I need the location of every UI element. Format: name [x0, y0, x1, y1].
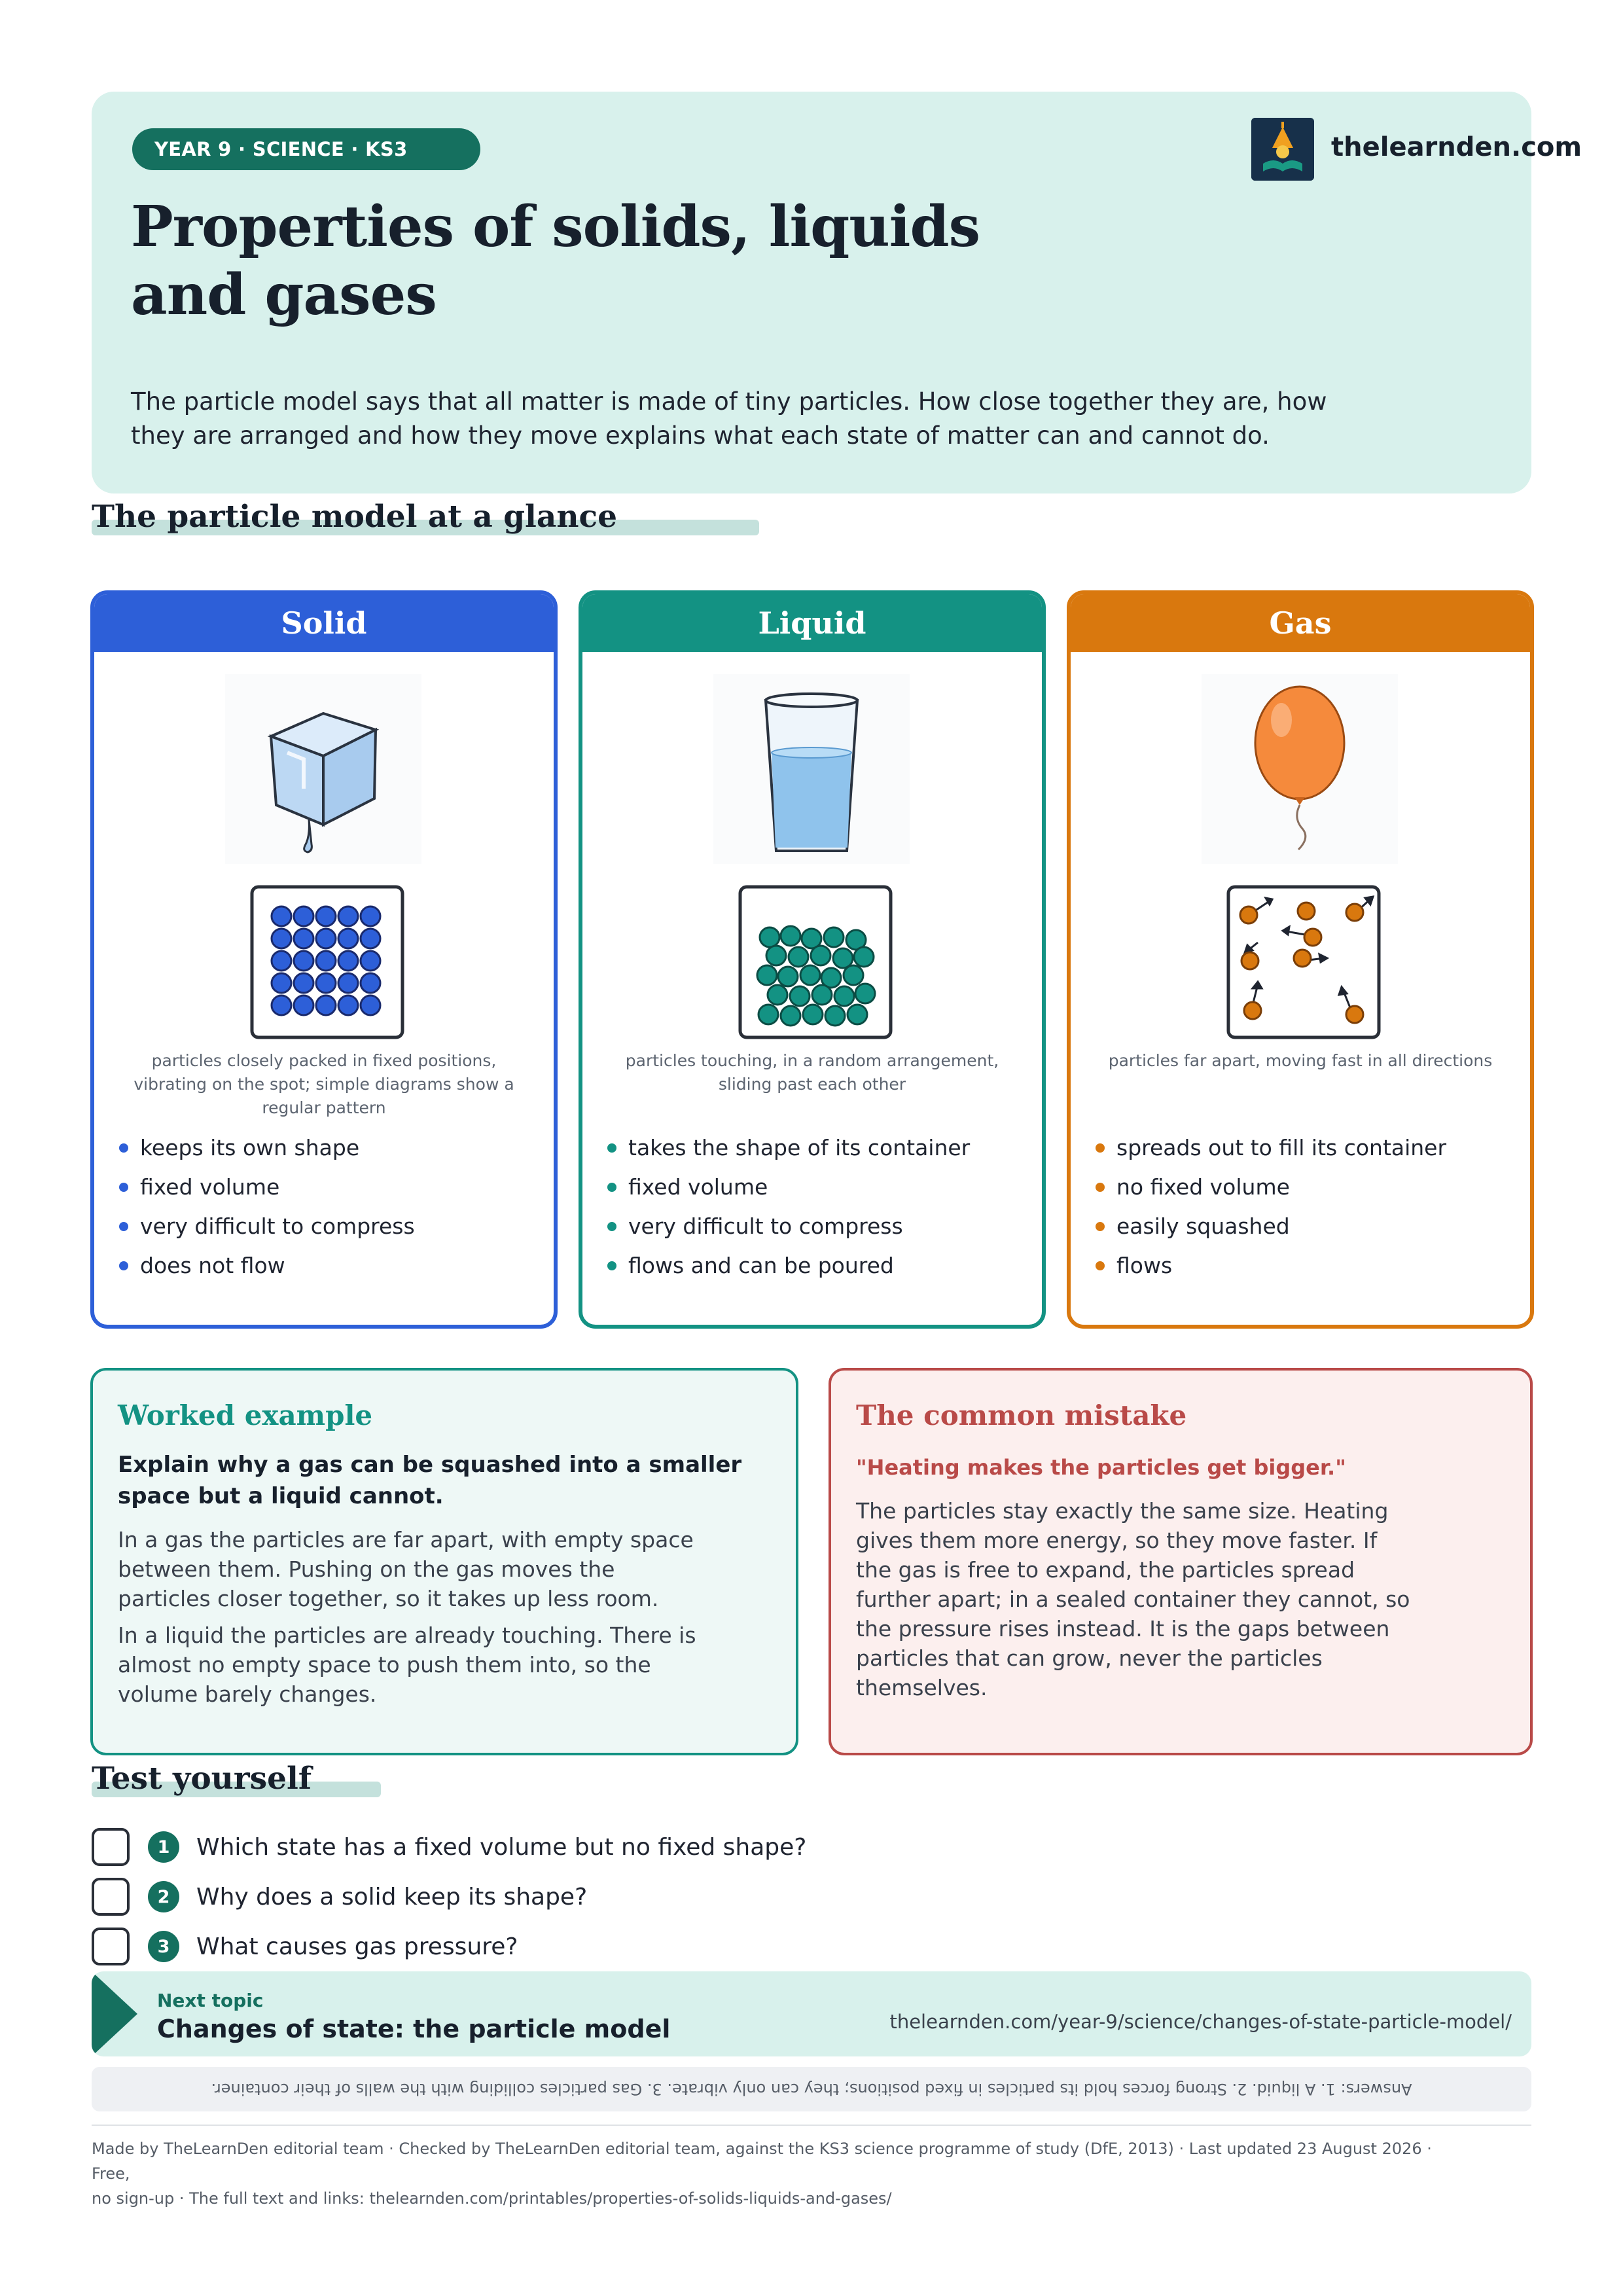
card-caption: particles touching, in a random arrangement, sliding past each other [625, 1051, 999, 1094]
properties-list [1096, 1128, 1446, 1285]
brand-logo[interactable] [1251, 118, 1314, 181]
bullet-dot [119, 1183, 128, 1192]
answers-strip [92, 2067, 1531, 2111]
title-line-2: and gases [131, 262, 437, 328]
worked-example-question: Explain why a gas can be squashed into a smaller space but a liquid cannot. [118, 1452, 742, 1509]
card-caption: particles closely packed in fixed positions, vibrating on the spot; simple diagrams show a regular pattern [134, 1051, 514, 1117]
list-item [1096, 1246, 1446, 1285]
question-text: Which state has a fixed volume but no fixed shape? [196, 1833, 807, 1861]
footer-line-2: no sign-up · The full text and links: thelearnden.com/printables/properties-of-solids-liquids-and-gases/ [92, 2189, 892, 2208]
section-heading-test: Test yourself [92, 1761, 312, 1797]
list-item [119, 1168, 415, 1207]
property-text: very difficult to compress [628, 1213, 903, 1239]
property-text: keeps its own shape [140, 1135, 360, 1160]
footer-divider [92, 2125, 1531, 2126]
quiz-question-1 [92, 1826, 806, 1868]
bullet-dot [1096, 1183, 1105, 1192]
liquid-particle-diagram [738, 885, 893, 1039]
answers-text: Answers: 1. A liquid. 2. Strong forces hold its particles in fixed positions; they can only vibrate. 3. Gas particles colliding with the walls of their container. [211, 2080, 1412, 2098]
brand-name[interactable]: thelearnden.com [1331, 132, 1582, 162]
question-text: Why does a solid keep its shape? [196, 1883, 588, 1910]
list-item [607, 1168, 970, 1207]
title-line-1: Properties of solids, liquids [131, 194, 980, 260]
card-gas [1067, 590, 1534, 1329]
card-title: Solid [94, 594, 554, 652]
page-title [131, 193, 1113, 329]
list-item [119, 1128, 415, 1168]
property-text: flows and can be poured [628, 1253, 894, 1278]
answer-checkbox[interactable] [92, 1878, 130, 1916]
footer-line-1: Made by TheLearnDen editorial team · Checked by TheLearnDen editorial team, against the KS3 science programme of study (DfE, 2013) · Last updated 23 August 2026 · Free, [92, 2140, 1432, 2183]
balloon-icon [1202, 674, 1398, 864]
question-text: What causes gas pressure? [196, 1933, 518, 1960]
worked-example-box [90, 1368, 798, 1755]
common-mistake-body: The particles stay exactly the same size. Heating gives them more energy, so they move faster. If the gas is free to expand, the particles spread further apart; in a sealed container they cannot, so the pressure rises instead. It is the gaps between particles that can grow, never the particles themselves. [856, 1498, 1410, 1700]
common-mistake-box [829, 1368, 1533, 1755]
worked-example-title: Worked example [118, 1399, 373, 1431]
property-text: easily squashed [1116, 1213, 1290, 1239]
bullet-dot [1096, 1222, 1105, 1231]
property-text: takes the shape of its container [628, 1135, 971, 1160]
list-item [607, 1207, 970, 1246]
property-text: no fixed volume [1116, 1174, 1290, 1200]
card-caption: particles far apart, moving fast in all directions [1108, 1051, 1493, 1070]
property-text: spreads out to fill its container [1116, 1135, 1447, 1160]
list-item [1096, 1168, 1446, 1207]
worked-example-paragraph-2: In a liquid the particles are already touching. There is almost no empty space to push them into, so the volume barely changes. [118, 1623, 696, 1707]
property-text: flows [1116, 1253, 1173, 1278]
bullet-dot [119, 1222, 128, 1231]
card-title: Gas [1071, 594, 1530, 652]
header-panel [92, 92, 1582, 493]
bullet-dot [607, 1183, 616, 1192]
list-item [607, 1128, 970, 1168]
next-topic-url[interactable]: thelearnden.com/year-9/science/changes-of-state-particle-model/ [889, 2011, 1512, 2033]
answer-checkbox[interactable] [92, 1828, 130, 1866]
lamp-book-icon [1251, 118, 1314, 181]
intro-text: The particle model says that all matter is made of tiny particles. How close together they are, how they are arranged and how they move explains what each state of matter can and cannot do. [131, 387, 1327, 450]
common-mistake-quote: "Heating makes the particles get bigger." [856, 1455, 1346, 1480]
quiz-question-2 [92, 1876, 587, 1918]
properties-list [119, 1128, 415, 1285]
next-topic-title[interactable]: Changes of state: the particle model [157, 2015, 671, 2043]
arrow-right-icon [92, 1971, 137, 2056]
property-text: fixed volume [140, 1174, 280, 1200]
answer-checkbox[interactable] [92, 1928, 130, 1965]
card-title: Liquid [582, 594, 1042, 652]
ice-cube-icon [225, 674, 421, 864]
list-item [1096, 1128, 1446, 1168]
gas-particle-diagram [1226, 885, 1381, 1039]
solid-particle-diagram [250, 885, 404, 1039]
bullet-dot [607, 1222, 616, 1231]
subject-pill: YEAR 9 · SCIENCE · KS3 [132, 128, 480, 170]
footer-credits [92, 2136, 1466, 2211]
bullet-dot [607, 1261, 616, 1270]
list-item [119, 1246, 415, 1285]
water-glass-icon [713, 674, 910, 864]
worked-example-paragraph-1: In a gas the particles are far apart, with empty space between them. Pushing on the gas moves the particles closer together, so it takes up less room. [118, 1527, 694, 1611]
question-number: 3 [148, 1931, 179, 1962]
question-number: 1 [148, 1831, 179, 1863]
bullet-dot [119, 1261, 128, 1270]
bullet-dot [1096, 1143, 1105, 1153]
common-mistake-title: The common mistake [856, 1399, 1187, 1431]
property-text: fixed volume [628, 1174, 768, 1200]
card-solid [90, 590, 558, 1329]
bullet-dot [119, 1143, 128, 1153]
next-topic-banner[interactable] [92, 1971, 1531, 2056]
list-item [607, 1246, 970, 1285]
bullet-dot [607, 1143, 616, 1153]
properties-list [607, 1128, 970, 1285]
property-text: does not flow [140, 1253, 285, 1278]
question-number: 2 [148, 1881, 179, 1912]
property-text: very difficult to compress [140, 1213, 415, 1239]
section-heading-glance: The particle model at a glance [92, 499, 618, 535]
list-item [119, 1207, 415, 1246]
list-item [1096, 1207, 1446, 1246]
next-topic-label: Next topic [157, 1990, 264, 2011]
quiz-question-3 [92, 1926, 518, 1967]
card-liquid [579, 590, 1046, 1329]
bullet-dot [1096, 1261, 1105, 1270]
